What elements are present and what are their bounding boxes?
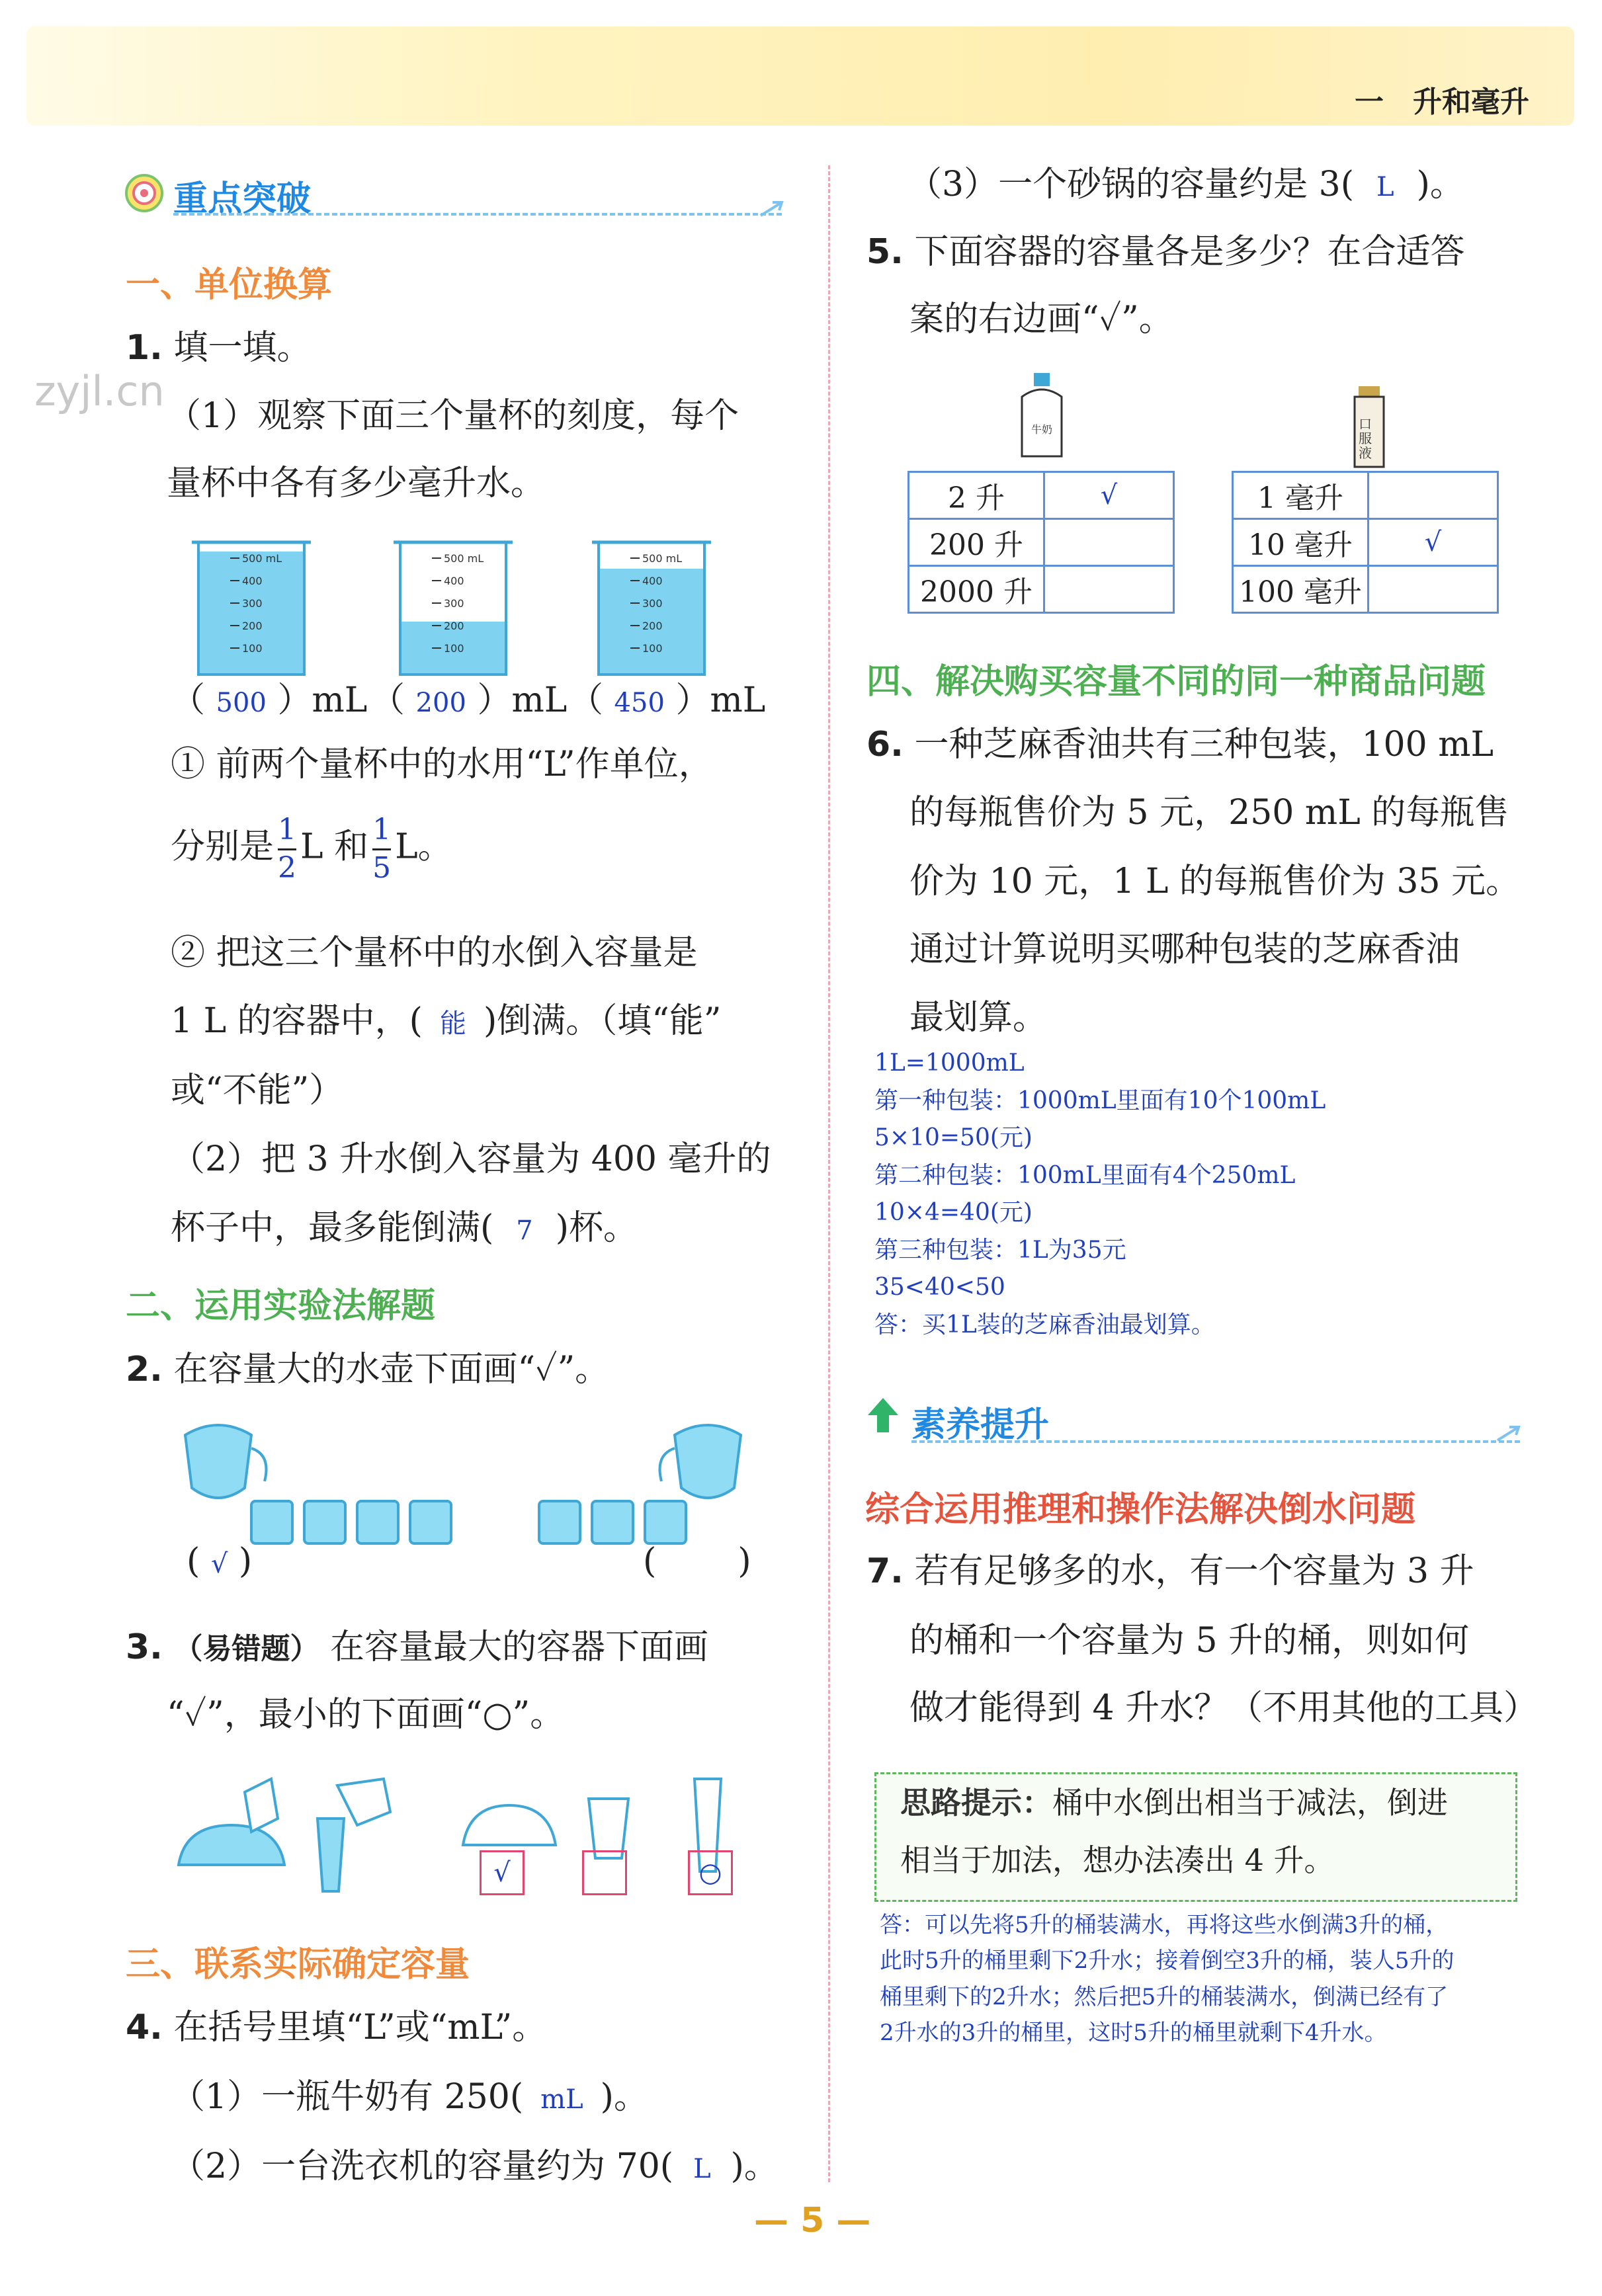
oral-liquid-label: 口服液 [1359, 416, 1372, 461]
beaker-tick: 300 [242, 597, 263, 610]
q1-title [126, 327, 311, 368]
q4-part1: （1）一瓶牛奶有 250( mL )。 [171, 2077, 648, 2117]
beaker-tick: 200 [444, 620, 464, 632]
beaker-2 [394, 542, 513, 675]
beaker-tick: 300 [642, 597, 663, 610]
q4-part3: （3）一个砂锅的容量约是 3( L )。 [907, 165, 1464, 204]
beaker-answer-3: （ 450 ）mL [569, 680, 766, 720]
q7-line-2: 的桶和一个容量为 5 升的桶，则如何 [909, 1621, 1470, 1660]
beaker-tick: 200 [642, 620, 663, 632]
table-row: 200 升 [909, 519, 1174, 566]
section-title-key-points: 重点突破 [173, 179, 312, 219]
table-row: 100 毫升 [1233, 566, 1498, 613]
table-row: 1 毫升 [1233, 472, 1498, 519]
q2-answer-left: ( √ ) [187, 1541, 253, 1581]
heading-unit-conversion: 一、单位换算 [126, 265, 333, 305]
table-row: 2000 升 [909, 566, 1174, 613]
beaker-tick: 200 [242, 620, 263, 632]
table-row: 10 毫升 √ [1233, 519, 1498, 566]
q1-part1-line1: （1）观察下面三个量杯的刻度，每个 [167, 396, 739, 436]
beaker-answer-2: （ 200 ）mL [370, 680, 568, 720]
q7-line-1: 7. 若有足够多的水，有一个容量为 3 升 [866, 1551, 1474, 1591]
containers-figure [165, 1766, 761, 1898]
heading-pouring-problem: 综合运用推理和操作法解决倒水问题 [865, 1490, 1416, 1530]
q1-part1-line2: 量杯中各有多少毫升水。 [167, 464, 546, 503]
q3-box-3[interactable]: ○ [688, 1850, 733, 1895]
kettle-figure [165, 1415, 761, 1547]
column-divider [828, 165, 830, 2182]
q3-line2: “✓”，最小的下面画“○”。 [167, 1695, 565, 1735]
beaker-tick: 100 [642, 642, 663, 655]
q6-line-3: 价为 10 元，1 L 的每瓶售价为 35 元。 [909, 862, 1521, 901]
q7-line-3: 做才能得到 4 升水？（不用其他的工具） [909, 1688, 1539, 1728]
up-arrow-icon [865, 1395, 901, 1435]
q6-line-1: 6. 一种芝麻香油共有三种包装，100 mL [866, 725, 1494, 764]
oral-options-table [1232, 471, 1499, 614]
answer-can: 能 [439, 1008, 466, 1039]
milk-bottle-icon [1015, 370, 1068, 463]
q2-line: 2. 在容量大的水壶下面画“✓”。 [126, 1350, 610, 1389]
q6-line-5: 最划算。 [909, 998, 1048, 1038]
beaker-tick: 100 [242, 642, 263, 655]
q4-part2: （2）一台洗衣机的容量约为 70( L )。 [171, 2147, 779, 2186]
q1-sub1-line2: 分别是 $\frac{1}{2}$ L 和 $\frac{1}{5}$ L。 [171, 813, 452, 885]
heading-experiment: 二、运用实验法解题 [126, 1286, 436, 1326]
answer-cups: 7 [516, 1215, 533, 1246]
q1-sub2-line3: 或“不能”） [171, 1071, 344, 1110]
q5-line2: 案的右边画“✓”。 [909, 300, 1173, 339]
section-underline [173, 213, 782, 216]
heading-real-capacity: 三、联系实际确定容量 [126, 1945, 470, 1985]
q2-answer-right: ( ) [643, 1541, 751, 1581]
beaker-1 [192, 542, 311, 675]
beaker-tick: 100 [444, 642, 464, 655]
hint-box: 思路提示：桶中水倒出相当于减法，倒进 相当于加法，想办法凑出 4 升。 [874, 1772, 1517, 1902]
q1-text: 填一填。 [173, 328, 312, 368]
beaker-tick: 500 mL [642, 552, 683, 565]
q1-sub2-line2: 1 L 的容器中，( 能 )倒满。（填“能” [171, 1001, 722, 1041]
q1-number: 1. [126, 328, 163, 368]
q1-part2-line2: 杯子中，最多能倒满( 7 )杯。 [171, 1208, 638, 1248]
beaker-tick: 500 mL [242, 552, 282, 565]
q5-line1: 5. 下面容器的容量各是多少？在合适答 [866, 232, 1465, 272]
beaker-tick: 500 mL [444, 552, 484, 565]
section-title-literacy: 素养提升 [911, 1405, 1050, 1445]
beaker-answer-1: （ 500 ）mL [171, 680, 368, 720]
watermark: zyjl.cn [34, 367, 165, 415]
beaker-tick: 400 [444, 575, 464, 587]
header-band [26, 26, 1574, 126]
q7-answer: 答：可以先将5升的桶装满水，再将这些水倒满3升的桶， 此时5升的桶里剩下2升水；接着倒空3升的桶，装人5升的 桶里剩下的2升水；然后把5升的桶装满水，倒满已经有了 2升水的3升的桶里，这时5升的桶里就剩下4升水。 [880, 1912, 1454, 2047]
hint-label: 思路提示： [900, 1785, 1052, 1821]
arrow-icon [1496, 1423, 1523, 1443]
beaker-tick: 400 [642, 575, 663, 587]
q6-line-4: 通过计算说明买哪种包装的芝麻香油 [909, 930, 1460, 969]
q1-part2-line1: （2）把 3 升水倒入容量为 400 毫升的 [171, 1139, 771, 1179]
chapter-title: 一 升和毫升 [1355, 85, 1529, 119]
fraction-1-5: $\frac{1}{5}$ [372, 813, 392, 885]
beaker-3 [592, 542, 711, 675]
target-icon [124, 173, 164, 213]
section-underline [911, 1440, 1520, 1443]
beakers-figure [165, 529, 761, 681]
arrow-icon [759, 198, 786, 218]
q1-sub2-line1: ② 把这三个量杯中的水倒入容量是 [171, 933, 698, 973]
q6-line-2: 的每瓶售价为 5 元，250 mL 的每瓶售 [909, 793, 1509, 833]
beaker-tick: 300 [444, 597, 464, 610]
heading-purchase-problem: 四、解决购买容量不同的同一种商品问题 [866, 662, 1486, 702]
milk-label: 牛奶 [1031, 423, 1053, 436]
q4-line: 4. 在括号里填“L”或“mL”。 [126, 2008, 547, 2047]
q3-line1: 3. （易错题） 在容量最大的容器下面画 [126, 1627, 709, 1667]
q3-box-1[interactable]: √ [480, 1850, 525, 1895]
q1-sub1-line1: ① 前两个量杯中的水用“L”作单位， [171, 745, 713, 784]
q6-answer: 1L=1000mL 第一种包装：1000mL里面有10个100mL 5×10=50(元) 第二种包装：100mL里面有4个250mL 10×4=40(元) 第三种包装：1L为35元 35<40<50 答：买1L装的芝麻香油最划算。 [874, 1049, 1326, 1338]
q3-box-2[interactable] [582, 1850, 627, 1895]
table-row: 2 升 √ [909, 472, 1174, 519]
milk-options-table [907, 471, 1175, 614]
fraction-1-2: $\frac{1}{2}$ [278, 813, 297, 885]
beaker-tick: 400 [242, 575, 263, 587]
page-number: — 5 — [754, 2201, 871, 2240]
